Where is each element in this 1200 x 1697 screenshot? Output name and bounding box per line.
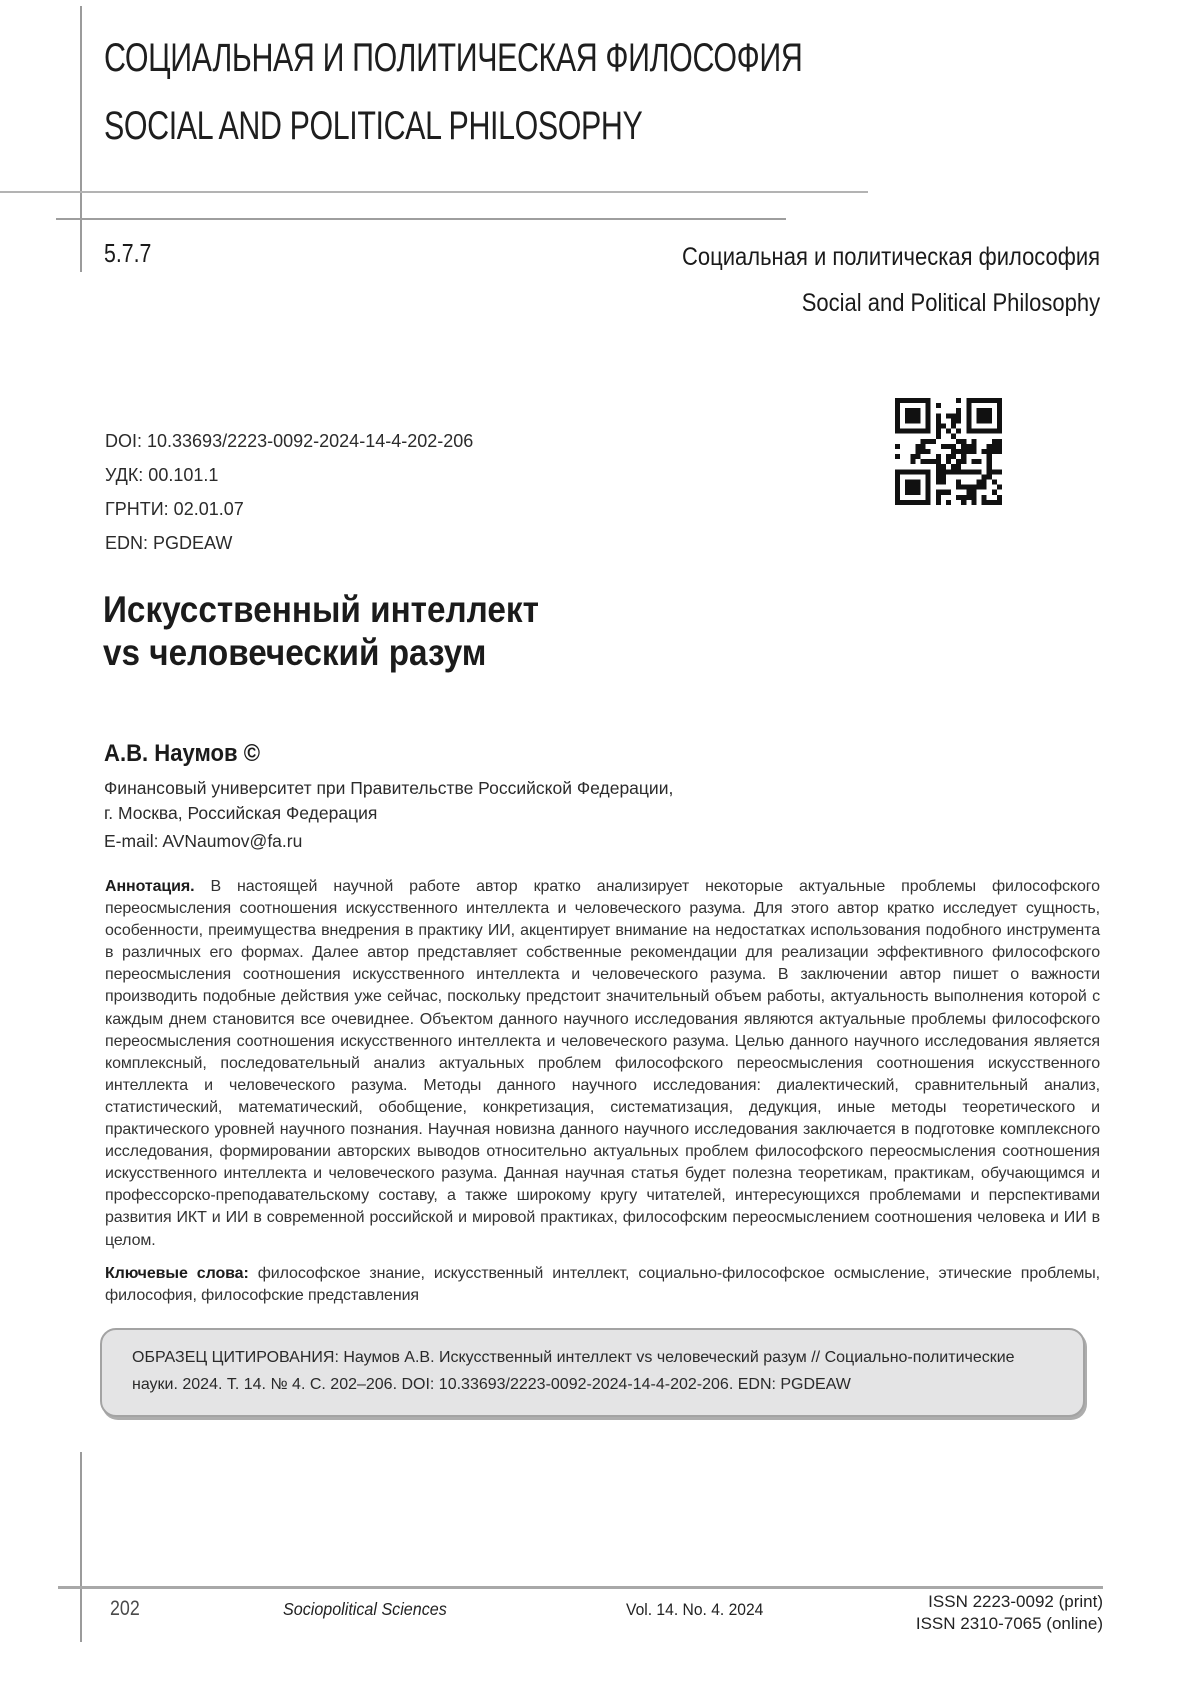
- footer-left-vertical-rule: [80, 1452, 82, 1642]
- article-title-line1: Искусственный интеллект: [103, 589, 539, 630]
- specialty-code: 5.7.7: [104, 238, 152, 268]
- author-affiliation: [104, 776, 673, 825]
- citation-box: [100, 1328, 1085, 1417]
- doi: DOI: 10.33693/2223-0092-2024-14-4-202-206: [105, 431, 474, 451]
- specialty-names: [625, 234, 1100, 326]
- citation-label: ОБРАЗЕЦ ЦИТИРОВАНИЯ:: [132, 1349, 339, 1366]
- page-number: 202: [110, 1597, 140, 1620]
- abstract-label: Аннотация.: [105, 878, 195, 895]
- grnti: ГРНТИ: 02.01.07: [105, 499, 244, 519]
- article-title-line2: vs человеческий разум: [103, 632, 487, 673]
- keywords-label: Ключевые слова:: [105, 1265, 249, 1282]
- footer-journal-name: Sociopolitical Sciences: [283, 1599, 447, 1619]
- footer-issn: [916, 1591, 1103, 1635]
- issn-print: ISSN 2223-0092 (print): [928, 1592, 1103, 1611]
- specialty-name-en: Social and Political Philosophy: [801, 289, 1100, 317]
- article-title: [103, 588, 587, 674]
- keywords-text: философское знание, искусственный интеллект, социально-философское осмысление, этические проблемы, философия, философские представления: [105, 1265, 1100, 1305]
- author-email: E-mail: AVNaumov@fa.ru: [104, 831, 303, 851]
- abstract-text: В настоящей научной работе автор кратко анализирует некоторые актуальные проблемы философского переосмысления соотношения искусственного интеллекта и человеческого разума. Для этого автор кратко исследует сущность, особенности, преимущества внедрения в практику ИИ, акцентирует внимание на недостатках использования подобного инструмента в различных его формах. Далее автор представляет собственные рекомендации для реализации эффективного философского переосмысления соотношения искусственного интеллекта и человеческого разума. В заключении автор пишет о важности производить подобные действия уже сейчас, поскольку предстоит значительный объем работы, актуальность выполнения которой с каждым днем становится все очевиднее. Объектом данного научного исследования являются актуальные проблемы философского переосмысления соотношения искусственного интеллекта и человеческого разума. Целью данного научного исследования является комплексный, последовательный анализ актуальных проблем философского переосмысления соотношения искусственного интеллекта и человеческого разума. Методы данного научного исследования: диалектический, сравнительный анализ, статистический, математический, обобщение, конкретизация, систематизация, дедукция, иные методы теоретического и практического уровней научного познания. Научная новизна данного научного исследования заключается в подготовке комплексного исследования, формировании авторских выводов относительно актуальных проблем философского переосмысления соотношения искусственного интеллекта и человеческого разума. Данная научная статья будет полезна теоретикам, практикам, обучающимся и профессорско-преподавательскому составу, а также широкому кругу читателей, интересующихся проблемами и перспективами развития ИКТ и ИИ в современной российской и мировой практиках, философским переосмыслением соотношения человека и ИИ в целом.: [105, 878, 1100, 1249]
- affiliation-line1: Финансовый университет при Правительстве Российской Федерации,: [104, 778, 674, 798]
- footer-volume-issue: Vol. 14. No. 4. 2024: [626, 1600, 764, 1619]
- author-name: А.В. Наумов ©: [104, 740, 261, 767]
- section-title-en: SOCIAL AND POLITICAL PHILOSOPHY: [104, 104, 643, 148]
- footer-horizontal-rule: [58, 1586, 1103, 1589]
- article-identifiers: [105, 424, 473, 560]
- abstract: [105, 876, 1100, 1252]
- issn-online: ISSN 2310-7065 (online): [915, 1614, 1103, 1633]
- affiliation-line2: г. Москва, Российская Федерация: [104, 802, 378, 823]
- udk: УДК: 00.101.1: [105, 465, 219, 485]
- edn: EDN: PGDEAW: [105, 533, 233, 553]
- citation-text: Наумов А.В. Искусственный интеллект vs человеческий разум // Социально-политические науки. 2024. Т. 14. № 4. С. 202–206. DOI: 10.33693/2223-0092-2024-14-4-202-206. EDN: PGDEAW: [132, 1349, 1015, 1393]
- header-horizontal-rule-2: [56, 218, 786, 220]
- header-horizontal-rule-1: [0, 191, 868, 193]
- section-title-ru: СОЦИАЛЬНАЯ И ПОЛИТИЧЕСКАЯ ФИЛОСОФИЯ: [104, 36, 803, 80]
- keywords: [105, 1263, 1100, 1307]
- top-left-vertical-rule: [80, 6, 82, 272]
- qr-code: [895, 398, 1002, 505]
- specialty-name-ru: Социальная и политическая философия: [681, 243, 1100, 271]
